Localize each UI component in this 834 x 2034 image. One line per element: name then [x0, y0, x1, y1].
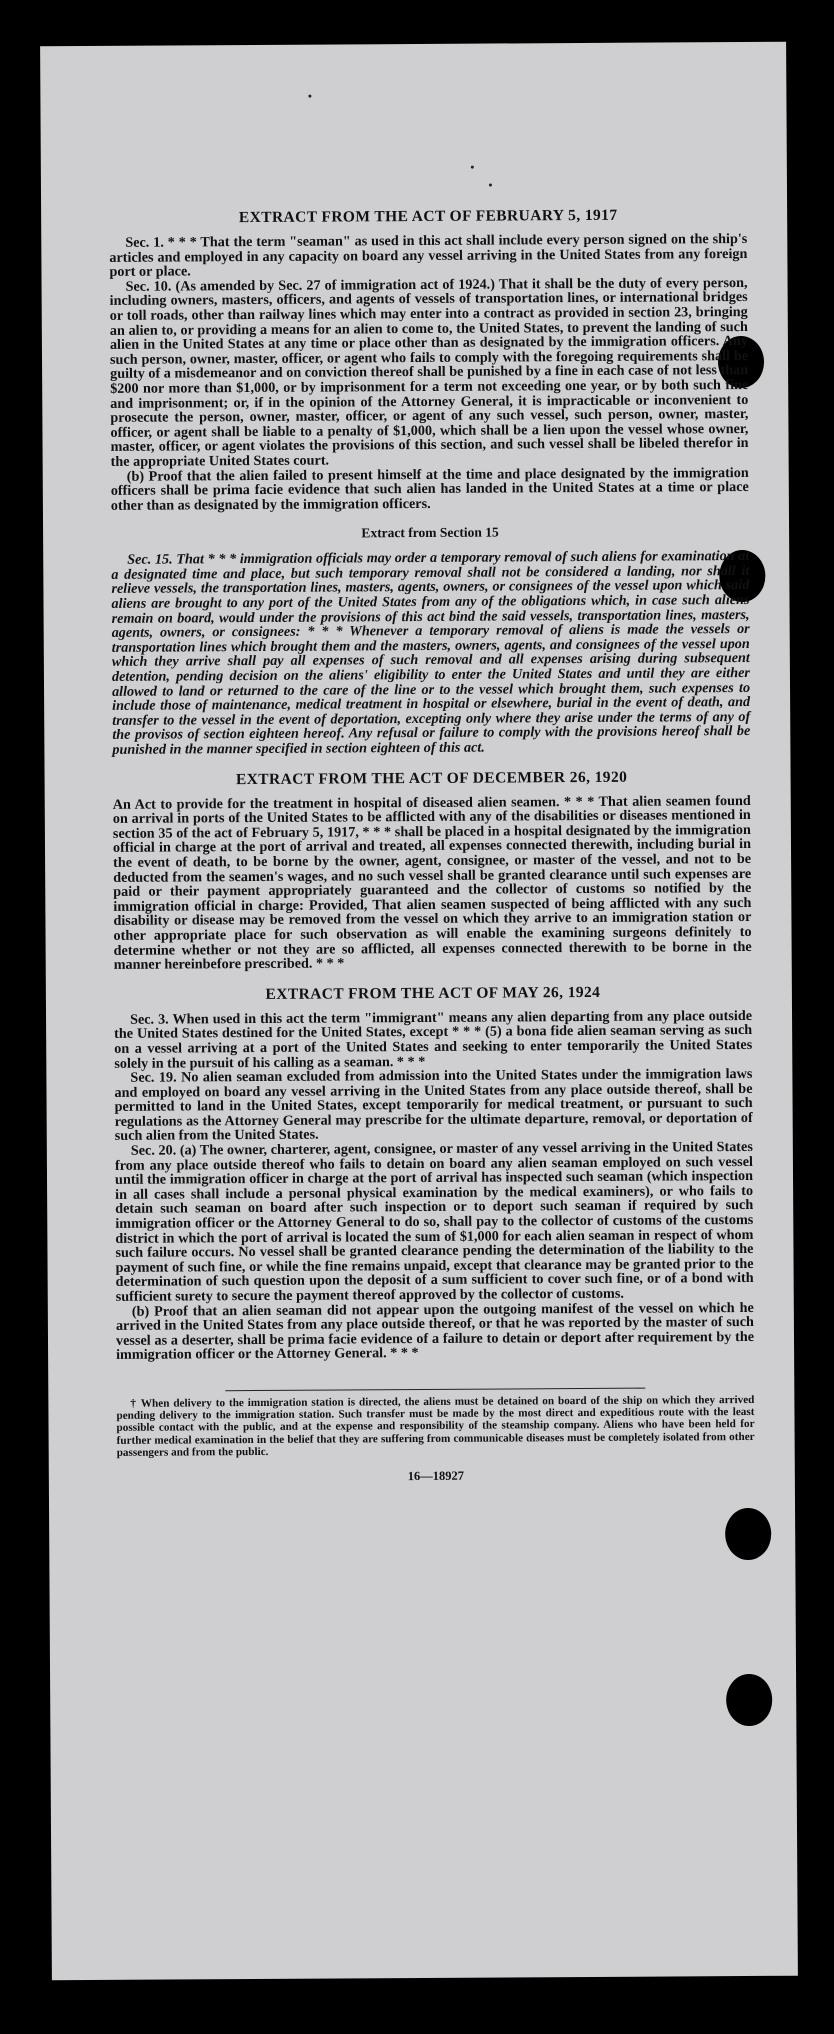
- paragraph-sec-1: Sec. 1. * * * That the term "seaman" as used in this act shall include every person signed on the ship's articles and employed in any capacity on board any vessel arriving in the United States from any foreign port or place.: [109, 230, 748, 281]
- speck: [471, 166, 474, 169]
- section-title-1917: EXTRACT FROM THE ACT OF FEBRUARY 5, 1917: [238, 206, 618, 227]
- section-title-1924: EXTRACT FROM THE ACT OF MAY 26, 1924: [265, 983, 601, 1003]
- document-text: [109, 192, 755, 1486]
- paragraph-act-1920: An Act to provide for the treatment in hospital of diseased alien seamen. * * * That alien seamen found on arrival in ports of the United States to be afflicted with any of the disabilities or diseases mentioned in section 35 of the act of February 5, 1917, * * * shall be placed in a hospital designated by the immigration official in charge at the port of arrival and treated, all expenses connected therewith, including burial in the event of death, to be borne by the owner, agent, consignee, or master of the vessel, and not to be deducted from the seamen's wages, and no such vessel shall be granted clearance until such expenses are paid or their payment appropriately guaranteed and the collector of customs so notified by the immigration official in charge: Provided, That alien seamen suspected of being afflicted with any such disability or disease may be removed from the vessel on which they arrive to an immigration station or other appropriate place for such observation as will enable the examining surgeons definitely to determine whether or not they are so afflicted, all expenses connected therewith to be borne in the manner hereinbefore prescribed. * * *: [112, 792, 752, 973]
- speck: [489, 184, 492, 187]
- document-page: [40, 42, 798, 1981]
- footnote-divider: [225, 1388, 645, 1392]
- paragraph-sec-10: Sec. 10. (As amended by Sec. 27 of immigration act of 1924.) That it shall be the duty of every person, including owners, masters, officers, and agents of vessels of transportation lines, or international bridges or toll roads, other than railway lines which may enter into a contract as provided in section 23, bringing an alien to, or providing a means for an alien to come to, the United States, to prevent the landing of such alien in the United States at any time or place other than as designated by the immigration officers. Any such person, owner, master, officer, or agent who fails to comply with the foregoing requirements shall be guilty of a misdemeanor and on conviction thereof shall be punished by a fine in each case of not less than $200 nor more than $1,000, or by imprisonment for a term not exceeding one year, or by both such fine and imprisonment; or, if in the opinion of the Attorney General, it is impracticable or inconvenient to prosecute the person, owner, master, officer, or agent of any such vessel, such person, owner, master, officer, or agent shall be liable to a penalty of $1,000, which shall be a lien upon the vessel whose owner, master, officer, or agent violates the provisions of this section, and such vessel shall be libeled therefor in the appropriate United States court.: [109, 274, 749, 470]
- footnote: † When delivery to the immigration station is directed, the aliens must be detained on board of the ship on which they arrived pending delivery to the immigration station. Such transfer must be made by the most direct and expeditious route with the least possible contact with the public, and at the expense and responsibility of the steamship company. Aliens who have been held for further medical examination in the belief that they are suffering from communicable diseases must be completely isolated from other passengers and from the public.: [116, 1393, 755, 1459]
- section-title-1920: EXTRACT FROM THE ACT OF DECEMBER 26, 1920: [235, 768, 628, 788]
- paragraph-sec-20-a: Sec. 20. (a) The owner, charterer, agent, consignee, or master of any vessel arriving in the United States from any place outside thereof who fails to detain on board any alien seaman employed on such vessel until the immigration officer in charge at the port of arrival has inspected such seaman (which inspection in all cases shall include a personal physical examination by the medical examiners), or who fails to detain such seaman on board after such inspection or to deport such seaman if required by such immigration officer or the Attorney General to do so, shall pay to the collector of customs of the customs district in which the port of arrival is located the sum of $1,000 for each alien seaman in respect of whom such failure occurs. No vessel shall be granted clearance pending the determination of the liability to the payment of such fine, or while the fine remains unpaid, except that clearance may be granted prior to the determination of such question upon the deposit of a sum sufficient to cover such fine, or of a bond with sufficient surety to secure the payment thereof approved by the collector of customs.: [114, 1139, 754, 1305]
- paragraph-sec-3: Sec. 3. When used in this act the term "immigrant" means any alien departing from any place outside the United States destined for the United States, except * * * (5) a bona fide alien seaman serving as such on a vessel arriving at a port of the United States and seeking to enter temporarily the United States solely in the pursuit of his calling as a seaman. * * *: [114, 1007, 753, 1072]
- speck: [308, 95, 311, 98]
- punch-hole-3: [725, 1508, 771, 1560]
- paragraph-sec-15: Sec. 15. That * * * immigration officials may order a temporary removal of such aliens for examination at a designated time and place, but such temporary removal shall not be considered a landing, nor shall it relieve vessels, the transportation lines, masters, agents, owners, or consignees of the vessel upon which said aliens are brought to any port of the United States from any of the obligations which, in case such aliens remain on board, would under the provisions of this act bind the said vessels, transportation lines, masters, agents, owners, or consignees: * * * Whenever a temporary removal of aliens is made the vessels or transportation lines which brought them and the masters, owners, agents, and consignees of the vessel upon which they arrive shall pay all expenses of such removal and all expenses arising during subsequent detention, pending decision on the aliens' eligibility to enter the United States and until they are either allowed to land or returned to the care of the line or to the vessel which brought them, such expenses to include those of maintenance, medical treatment in hospital or elsewhere, burial in the event of death, and transfer to the vessel in the event of deportation, excepting only where they arise under the terms of any of the provisos of section eighteen hereof. Any refusal or failure to comply with the provisions hereof shall be punished in the manner specified in section eighteen of this act.: [111, 548, 751, 758]
- punch-hole-4: [726, 1674, 772, 1726]
- paragraph-sec-19: Sec. 19. No alien seaman excluded from admission into the United States under the immigration laws and employed on board any vessel arriving in the United States from any place outside thereof, shall be permitted to land in the United States, except temporarily for medical treatment, or pursuant to such regulations as the Attorney General may prescribe for the ultimate departure, removal, or deportation of such alien from the United States.: [114, 1066, 753, 1145]
- paragraph-sec-10-b: (b) Proof that the alien failed to present himself at the time and place designated by the immigration officers shall be prima facie evidence that such alien has landed in the United States at a time or place other than as designated by the immigration officers.: [110, 464, 749, 514]
- paragraph-sec-20-b: (b) Proof that an alien seaman did not appear upon the outgoing manifest of the vessel on which he arrived in the United States from any place outside thereof, or that he was reported by the master of such vessel as a deserter, shall be prima facie evidence of a failure to detain or deport after requirement by the immigration officer or the Attorney General. * * *: [115, 1299, 755, 1364]
- section-title-section-15: Extract from Section 15: [361, 524, 499, 541]
- form-number: 16—18927: [407, 1468, 465, 1484]
